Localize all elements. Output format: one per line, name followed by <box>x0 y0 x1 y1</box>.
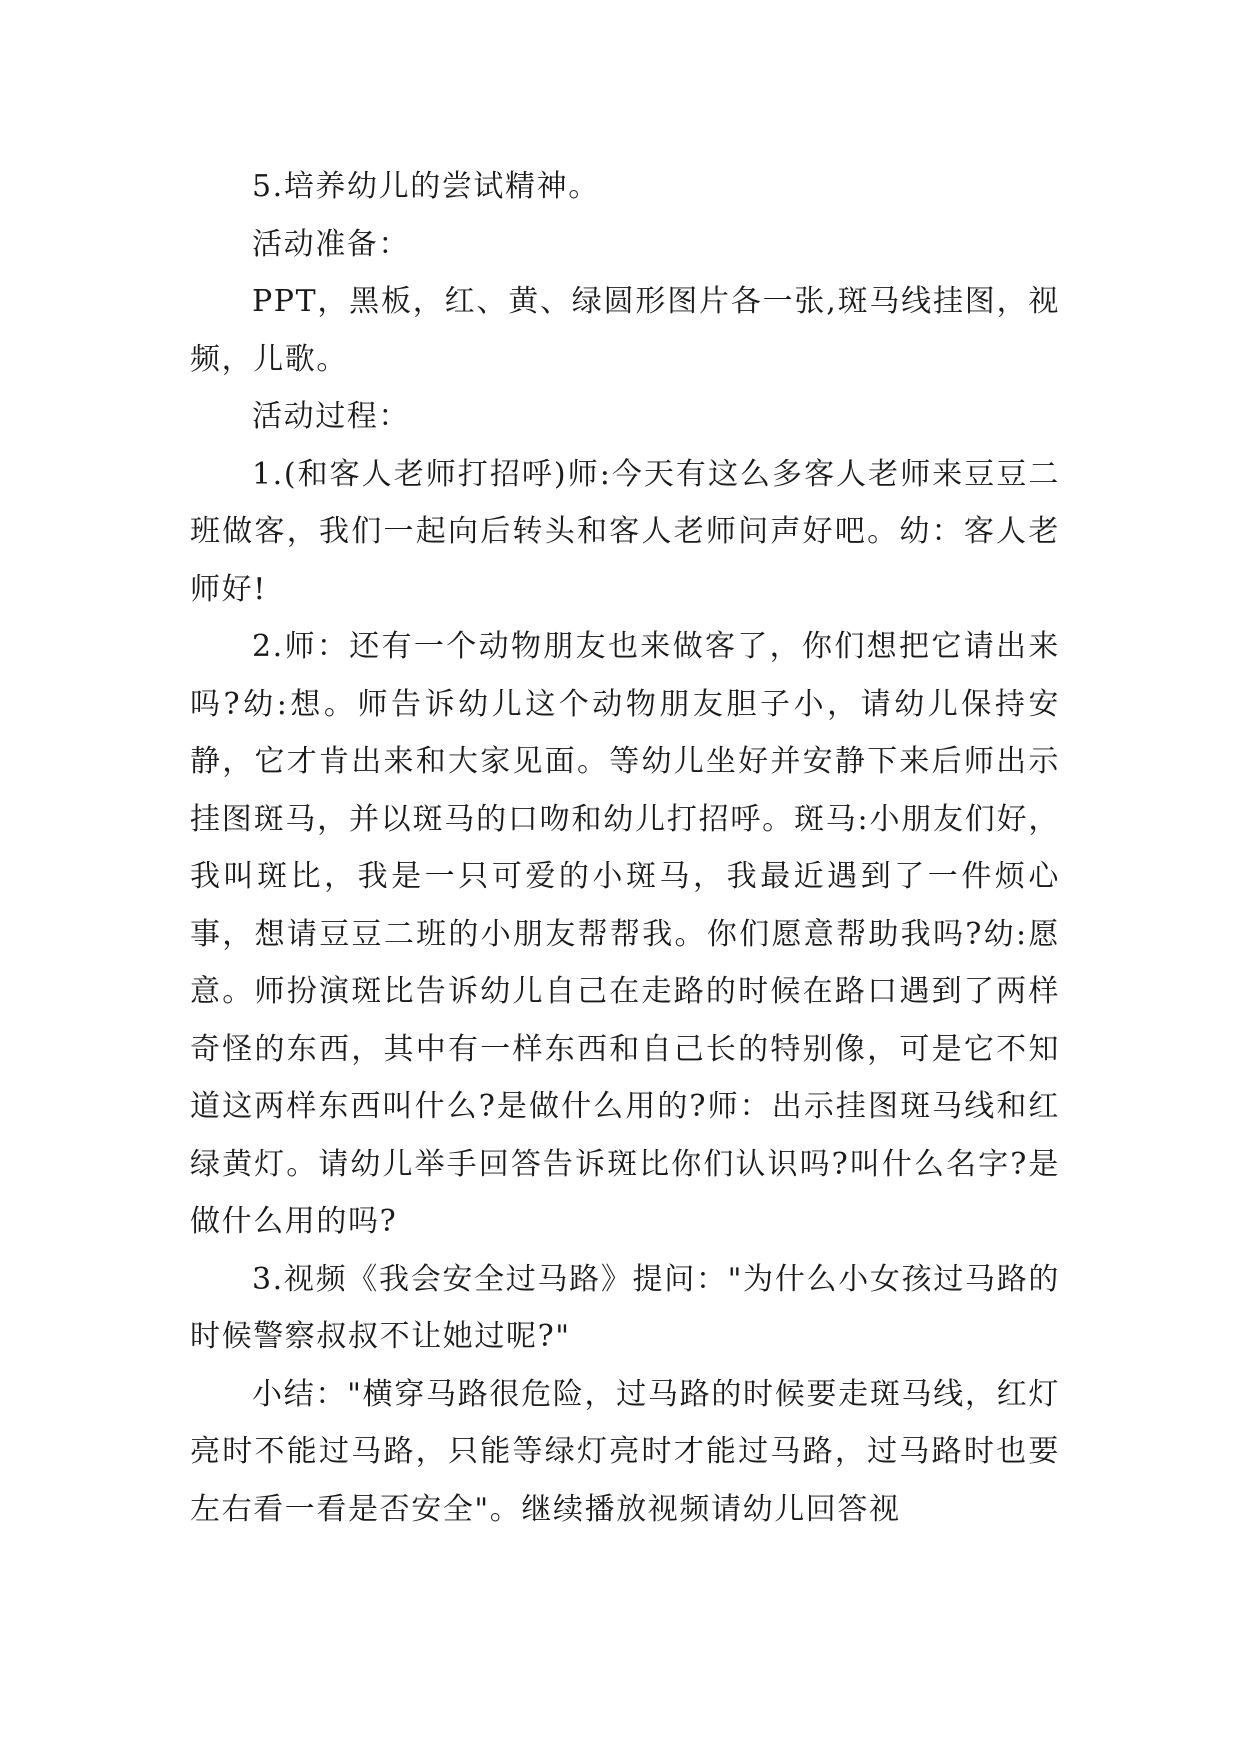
heading-process: 活动过程： <box>252 399 410 434</box>
document-body <box>190 158 1060 1538</box>
paragraph-goal-5: 5.培养幼儿的尝试精神。 <box>252 169 600 204</box>
paragraph-summary: 小结："横穿马路很危险，过马路的时候要走斑马线，红灯亮时不能过马路，只能等绿灯亮时才能过马路，过马路时也要左右看一看是否安全"。继续播放视频请幼儿回答视 <box>190 1376 1060 1527</box>
heading-preparation: 活动准备： <box>252 226 410 262</box>
paragraph-step-3: 3.视频《我会安全过马路》提问："为什么小女孩过马路的时候警察叔叔不让她过呢?" <box>190 1261 1060 1354</box>
paragraph-step-1: 1.(和客人老师打招呼)师:今天有这么多客人老师来豆豆二班做客，我们一起向后转头和客人老师问声好吧。幼：客人老师好! <box>190 456 1060 607</box>
paragraph-materials: PPT，黑板，红、黄、绿圆形图片各一张,斑马线挂图，视频，儿歌。 <box>190 284 1060 377</box>
paragraph-step-2: 2.师：还有一个动物朋友也来做客了，你们想把它请出来吗?幼:想。师告诉幼儿这个动物朋友胆子小，请幼儿保持安静，它才肯出来和大家见面。等幼儿坐好并安静下来后师出示挂图斑马，并以斑马的口吻和幼儿打招呼。斑马:小朋友们好，我叫斑比，我是一只可爱的小斑马，我最近遇到了一件烦心事，想请豆豆二班的小朋友帮帮我。你们愿意帮助我吗?幼:愿意。师扮演斑比告诉幼儿自己在走路的时候在路口遇到了两样奇怪的东西，其中有一样东西和自己长的特别像，可是它不知道这两样东西叫什么?是做什么用的?师：出示挂图斑马线和红绿黄灯。请幼儿举手回答告诉斑比你们认识吗?叫什么名字?是做什么用的吗? <box>190 629 1060 1239</box>
